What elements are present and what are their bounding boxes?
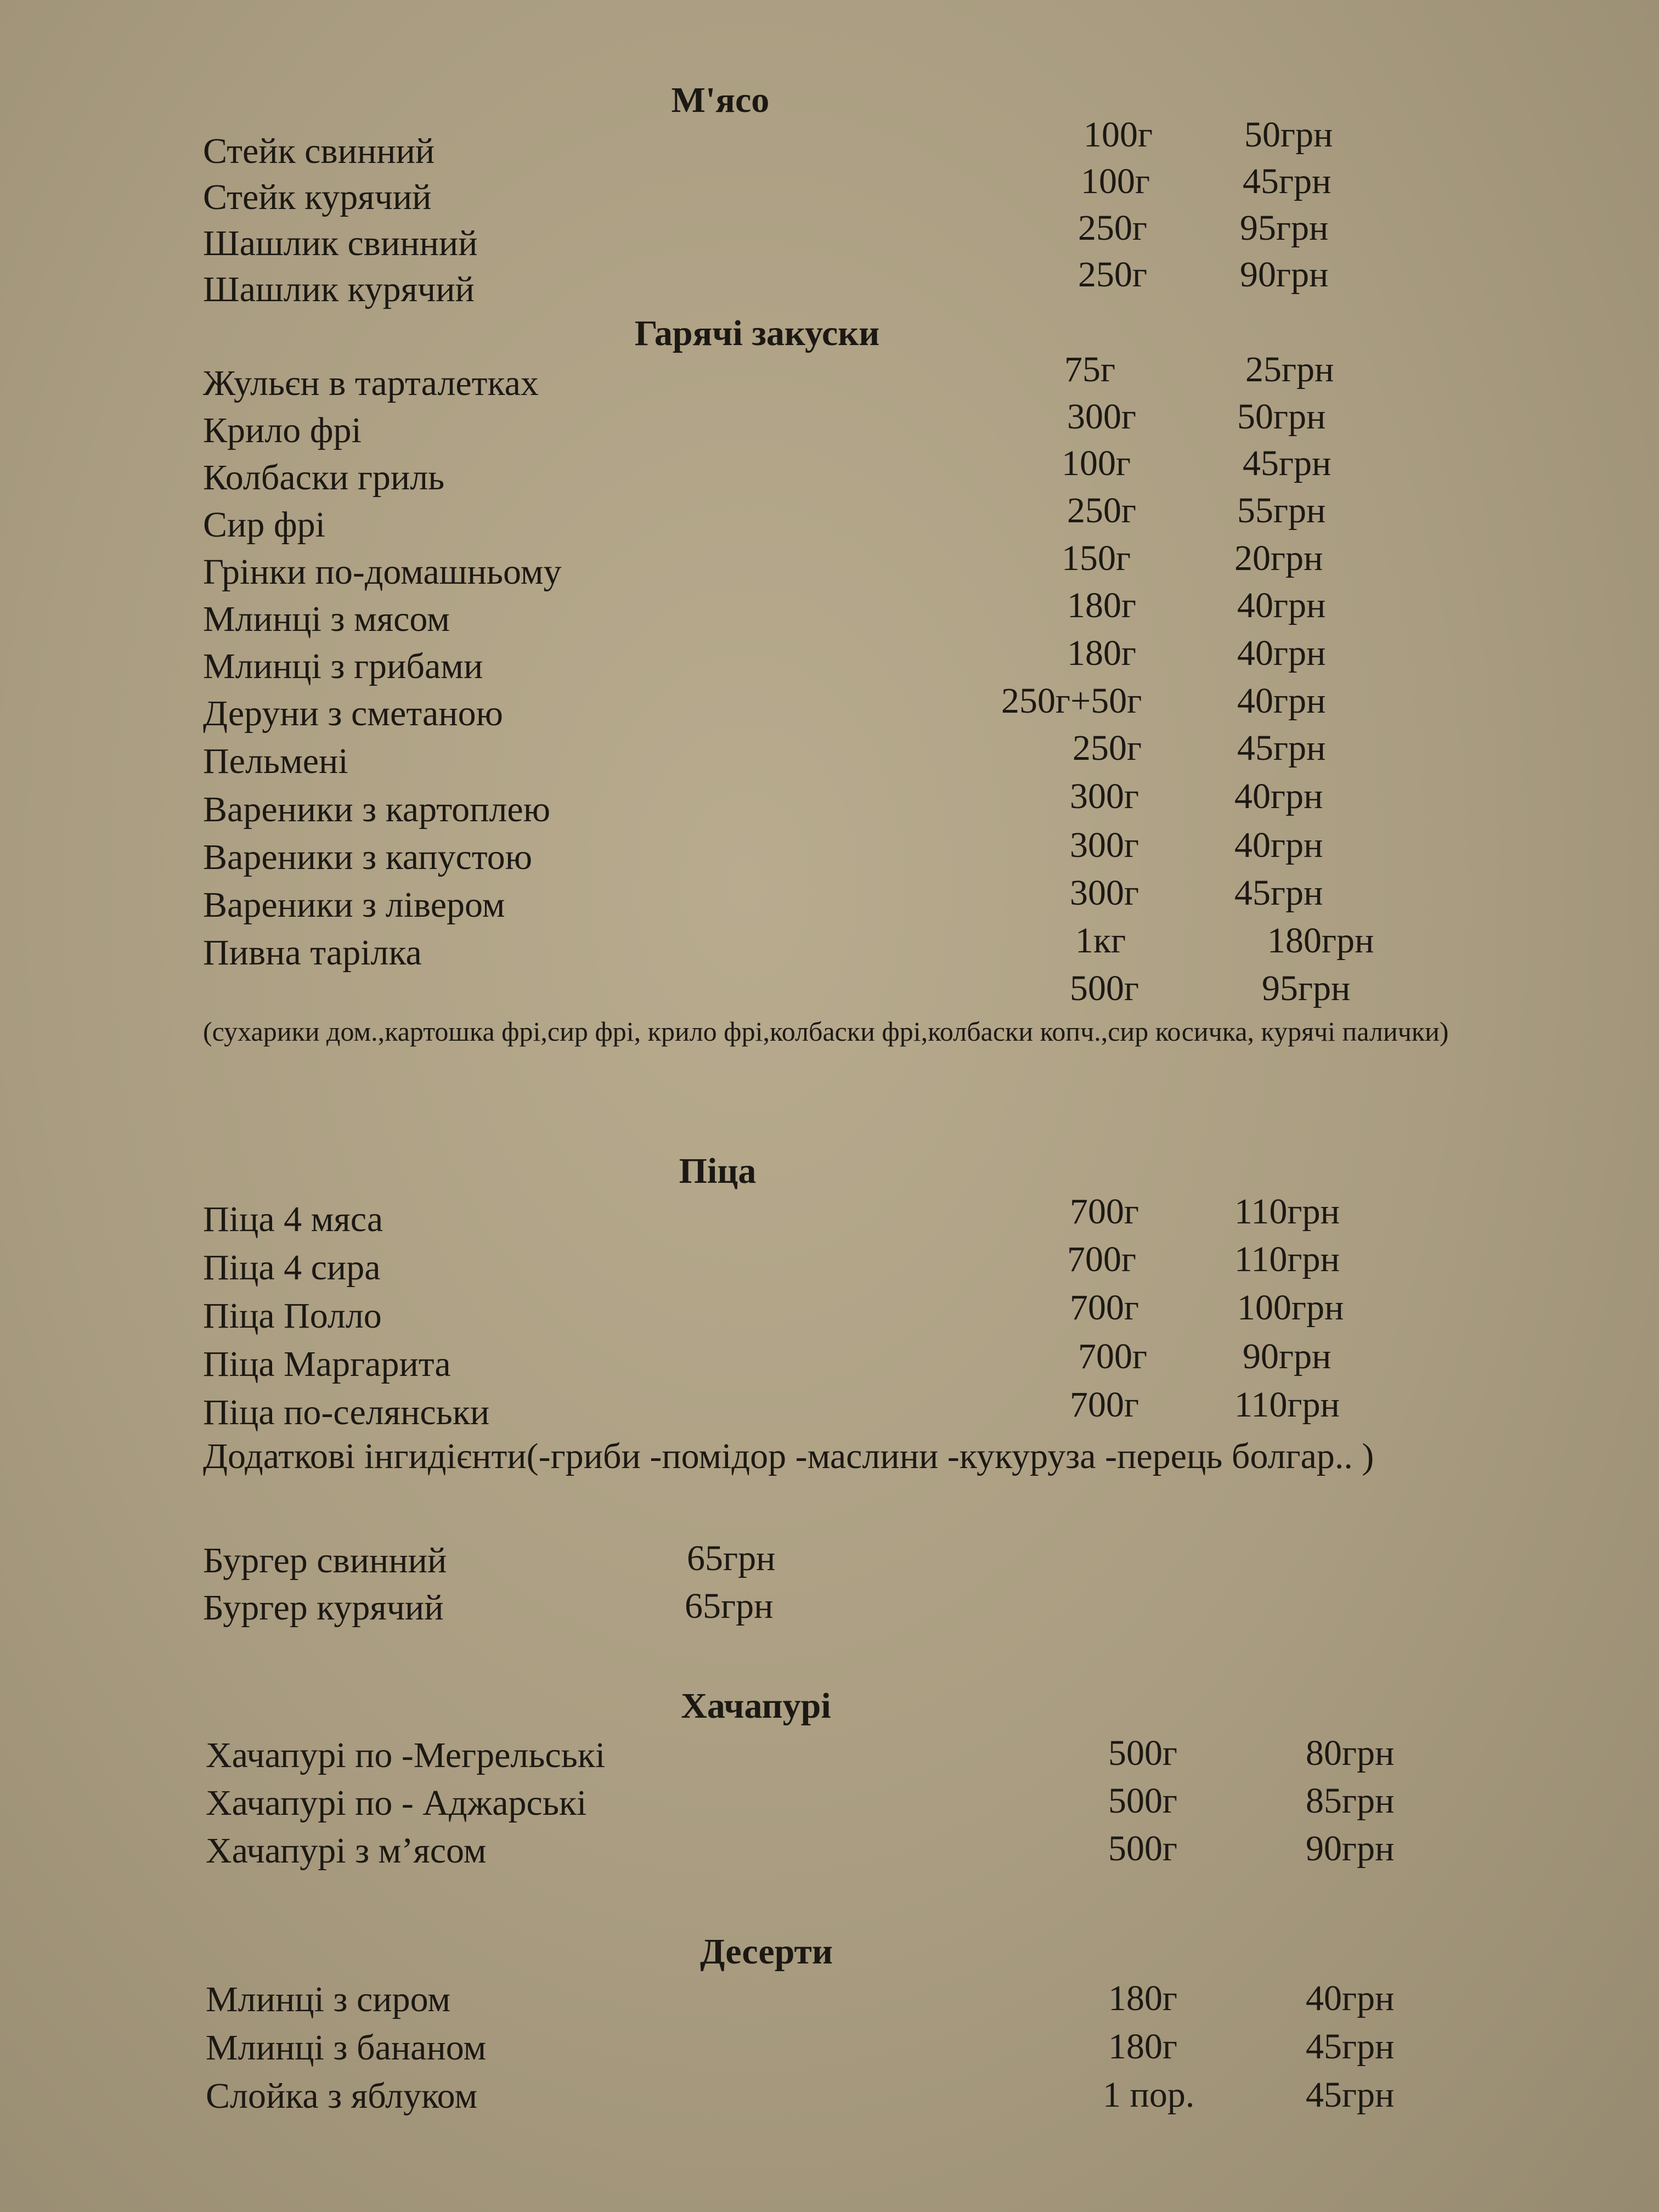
item-weight: 100г (1084, 115, 1153, 155)
item-price: 80грн (1306, 1733, 1395, 1773)
item-name: Стейк свинний (203, 131, 435, 171)
item-price: 40грн (1234, 825, 1323, 865)
item-weight: 500г (1108, 1829, 1178, 1869)
platter-note: (сухарики дом.,картошка фрі,сир фрі, крило фрі,колбаски фрі,колбаски копч.,сир косичка, курячі палички) (203, 1016, 1449, 1047)
item-price: 25грн (1245, 349, 1334, 390)
item-weight: 700г (1078, 1336, 1148, 1376)
item-price: 50грн (1244, 115, 1333, 155)
item-price: 50грн (1237, 397, 1326, 437)
item-price: 45грн (1306, 2075, 1395, 2115)
item-weight: 180г (1108, 1978, 1178, 2018)
item-name: Піца 4 сира (203, 1248, 381, 1288)
item-name: Пивна тарілка (203, 933, 422, 973)
item-price: 95грн (1240, 208, 1329, 248)
item-price: 85грн (1306, 1781, 1395, 1821)
item-weight: 180г (1067, 633, 1137, 673)
item-weight: 500г (1108, 1781, 1178, 1821)
item-price: 55грн (1237, 490, 1326, 531)
item-price: 110грн (1234, 1239, 1340, 1279)
section-title-pizza: Піца (679, 1151, 757, 1191)
item-weight: 1кг (1075, 921, 1126, 961)
section-title-meat: М'ясо (671, 80, 770, 120)
item-name: Піца Полло (203, 1296, 382, 1336)
item-name: Хачапурі з м’ясом (206, 1831, 487, 1871)
item-weight: 100г (1081, 161, 1150, 201)
item-weight: 250г (1067, 490, 1137, 531)
extra-ingredients-line: Додаткові інгидієнти(-гриби -помідор -маслини -кукуруза -перець болгар.. ) (203, 1436, 1374, 1476)
item-weight: 250г (1078, 255, 1148, 295)
item-name: Сир фрі (203, 505, 325, 545)
item-price: 45грн (1306, 2027, 1395, 2067)
item-weight: 250г+50г (1001, 681, 1142, 721)
item-name: Вареники з картоплею (203, 789, 551, 830)
item-weight: 250г (1078, 208, 1148, 248)
item-price: 45грн (1243, 443, 1331, 483)
item-weight: 1 пор. (1103, 2075, 1195, 2115)
item-weight: 300г (1070, 776, 1139, 816)
item-weight: 75г (1064, 349, 1116, 390)
item-weight: 180г (1108, 2027, 1178, 2067)
section-title-desserts: Десерти (700, 1932, 833, 1972)
item-name: Жульєн в тарталетках (203, 363, 539, 403)
item-name: Колбаски гриль (203, 458, 445, 498)
item-price: 90грн (1240, 255, 1329, 295)
item-price: 20грн (1234, 538, 1323, 578)
item-weight: 300г (1070, 873, 1139, 913)
item-price: 45грн (1234, 873, 1323, 913)
item-name: Слойка з яблуком (206, 2076, 478, 2116)
item-name: Шашлик курячий (203, 269, 475, 309)
item-price: 95грн (1262, 968, 1351, 1008)
item-price: 40грн (1237, 633, 1326, 673)
item-price: 180грн (1267, 921, 1374, 961)
item-weight: 300г (1070, 825, 1139, 865)
item-price: 90грн (1306, 1829, 1395, 1869)
item-price: 65грн (687, 1538, 776, 1578)
item-name: Крило фрі (203, 410, 362, 450)
item-weight: 150г (1062, 538, 1131, 578)
item-name: Шашлик свинний (203, 223, 478, 263)
section-title-khachapuri: Хачапурі (681, 1686, 831, 1726)
item-name: Млинці з бананом (206, 2028, 487, 2068)
item-name: Млинці з сиром (206, 1979, 451, 2019)
item-price: 100грн (1237, 1288, 1344, 1328)
item-price: 40грн (1237, 681, 1326, 721)
item-price: 40грн (1234, 776, 1323, 816)
item-weight: 500г (1070, 968, 1139, 1008)
item-weight: 180г (1067, 585, 1137, 625)
item-name: Хачапурі по -Мегрельські (206, 1735, 606, 1775)
item-name: Вареники з лівером (203, 885, 505, 925)
item-weight: 300г (1067, 397, 1137, 437)
item-name: Млинці з грибами (203, 646, 483, 686)
item-price: 65грн (685, 1586, 774, 1626)
item-weight: 500г (1108, 1733, 1178, 1773)
item-name: Стейк курячий (203, 177, 432, 217)
item-price: 110грн (1234, 1385, 1340, 1425)
item-weight: 700г (1070, 1192, 1139, 1232)
item-price: 40грн (1306, 1978, 1395, 2018)
item-price: 40грн (1237, 585, 1326, 625)
item-name: Піца Маргарита (203, 1344, 451, 1384)
item-price: 45грн (1243, 161, 1331, 201)
item-name: Деруни з сметаною (203, 693, 503, 733)
item-price: 110грн (1234, 1192, 1340, 1232)
item-name: Грінки по-домашньому (203, 552, 562, 592)
item-name: Вареники з капустою (203, 837, 533, 877)
item-weight: 250г (1073, 728, 1142, 768)
item-name: Піца по-селянськи (203, 1392, 490, 1432)
item-weight: 700г (1070, 1288, 1139, 1328)
section-title-hot-snacks: Гарячі закуски (634, 313, 880, 353)
item-name: Млинці з мясом (203, 599, 450, 639)
item-weight: 100г (1062, 443, 1131, 483)
item-name: Хачапурі по - Аджарські (206, 1783, 587, 1823)
item-name: Бургер свинний (203, 1541, 447, 1581)
item-price: 45грн (1237, 728, 1326, 768)
item-name: Піца 4 мяса (203, 1199, 383, 1239)
item-price: 90грн (1243, 1336, 1331, 1376)
item-weight: 700г (1067, 1239, 1137, 1279)
item-name: Пельмені (203, 741, 348, 781)
item-name: Бургер курячий (203, 1588, 444, 1628)
item-weight: 700г (1070, 1385, 1139, 1425)
